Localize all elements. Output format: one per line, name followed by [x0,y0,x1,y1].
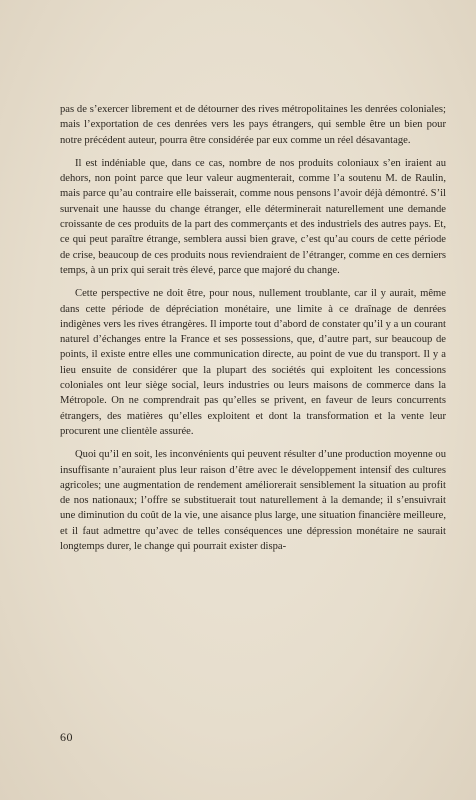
body-text [60,102,446,562]
paragraph-1: pas de s’exercer librement et de détourner des rives métropolitaines les denrées coloniales; mais l’exportation de ces denrées vers les pays étrangers, qui semble être un bien pour notre précédent auteur, pourra être considérée par eux comme un réel désavantage. [60,104,446,146]
paragraph-4: Quoi qu’il en soit, les inconvénients qui peuvent résulter d’une production moyenne ou insuffisante n’auraient plus leur raison d’être avec le développement intensif des cultures agricoles; une augmentation de rendement améliorerait sensiblement la situation au profit de nos nationaux; l’offre se substituerait tout naturellement à la demande; il s’ensuivrait une diminution du coût de la vie, une aisance plus large, une situation financière meilleure, et il faut admettre qu’avec de telles conséquences une dépression monétaire ne saurait longtemps durer, le change qui pourrait exister dispa- [60,449,446,553]
page-number: 60 [60,730,73,744]
paragraph-3: Cette perspective ne doit être, pour nous, nullement troublante, car il y aurait, même dans cette période de dépréciation monétaire, une limite à ce draînage de denrées indigènes vers les rives étrangères. Il importe tout d’abord de constater qu’il y a un courant naturel d’échanges entre la France et ses possessions, que, d’autre part, sur beaucoup de points, il existe entre elles une communication directe, au point de vue du transport. Il y a lieu ensuite de considérer que la plupart des sociétés qui exploitent les concessions coloniales ont leur siège social, leurs industries ou leurs maisons de commerce dans la Métropole. On ne comprendrait pas qu’elles se privent, en faveur de leurs concurrents étrangers, des matières qu’elles exploitent et dont la transformation et la vente leur procurent une clientèle assurée. [60,288,446,437]
paragraph-2: Il est indéniable que, dans ce cas, nombre de nos produits coloniaux s’en iraient au dehors, non point parce que leur valeur augmenterait, comme l’a soutenu M. de Raulin, mais parce qu’au contraire elle baisserait, comme nous pensons l’avoir déjà démontré. S’il survenait une hausse du change étranger, elle déterminerait naturellement une demande croissante de ces produits de la part des commerçants et des industriels des autres pays. Et, ce qui peut paraître étrange, semblera aussi bien grave, c’est qu’au cours de cette période de crise, beaucoup de ces produits nous reviendraient de l’étranger, comme en ces derniers temps, à un prix qui serait très élevé, parce que majoré du change. [60,157,446,276]
